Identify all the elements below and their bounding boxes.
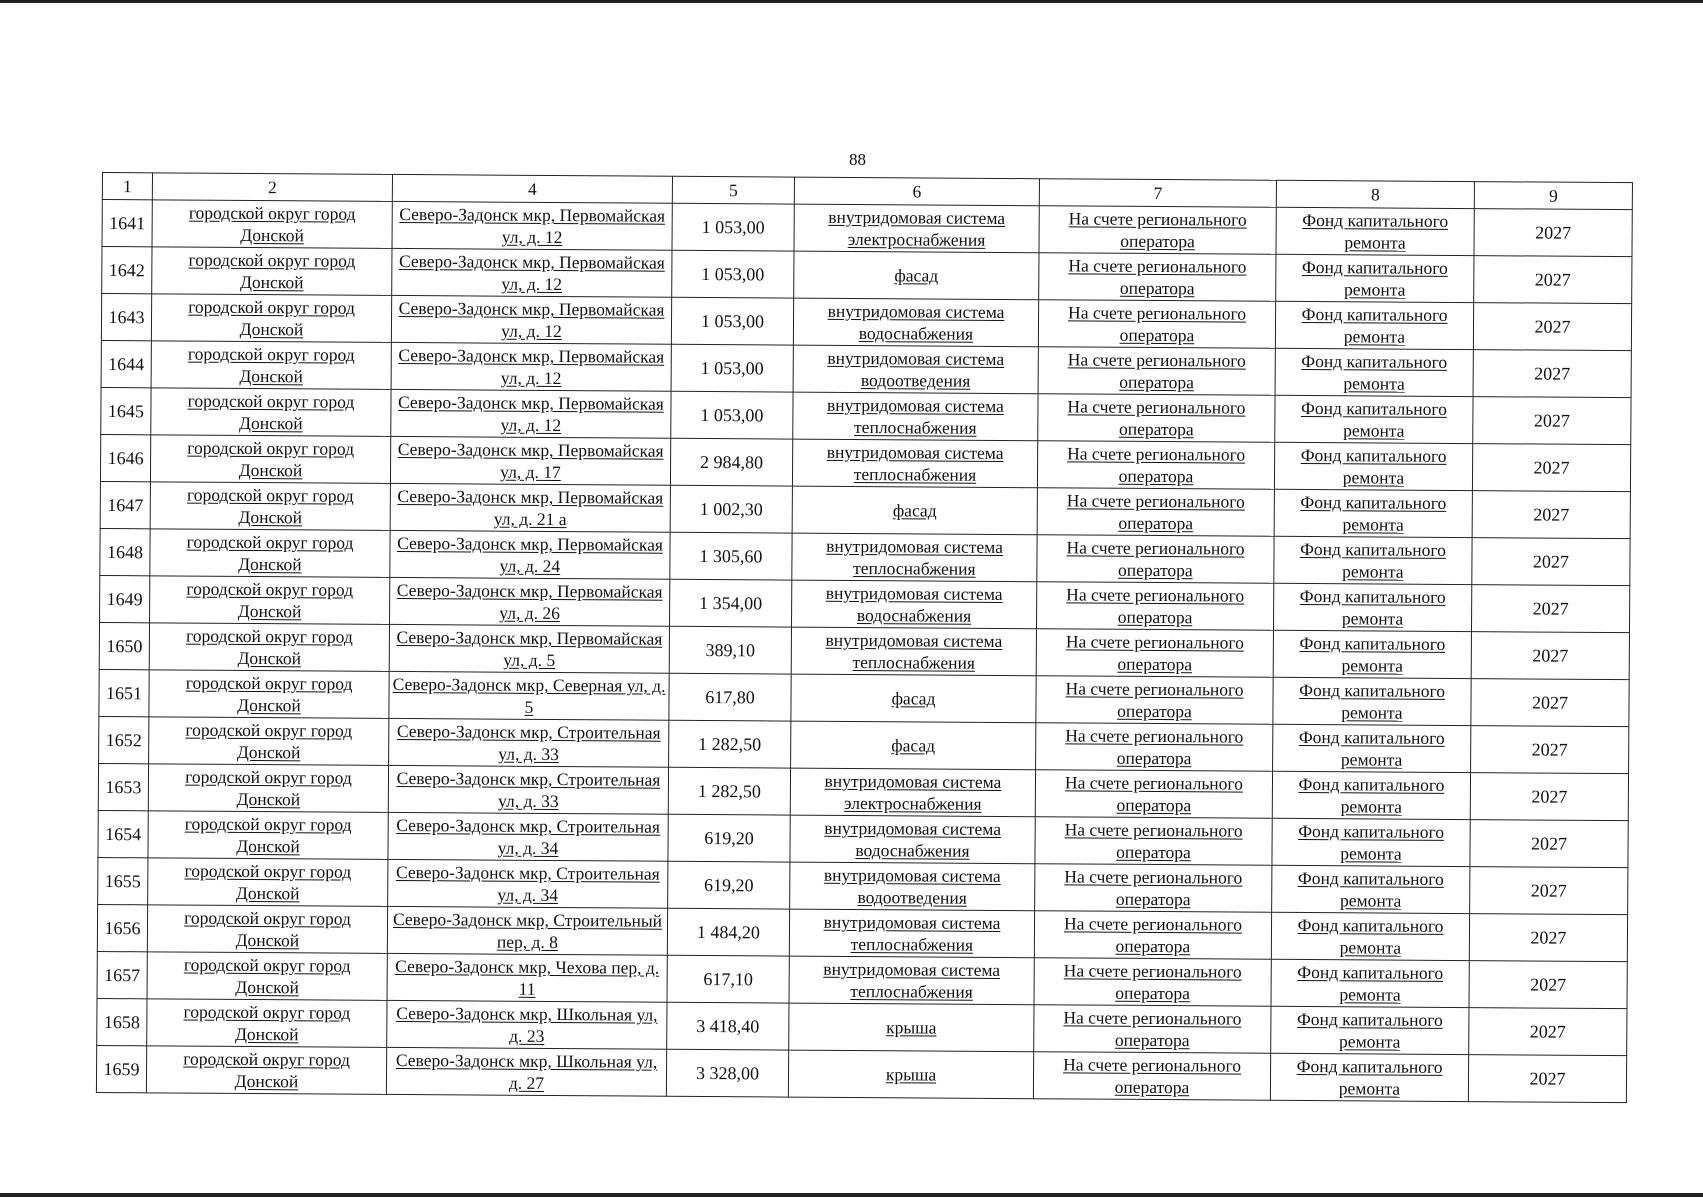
row-number-cell: 1647 [100,481,150,528]
column-header-4: 4 [392,174,672,203]
work-type-cell: внутридомовая система водоснабжения [790,815,1035,864]
column-header-6: 6 [794,177,1039,206]
municipality-cell: городской округ город Донской [150,435,390,484]
work-type-cell: внутридомовая система водоснабжения [791,580,1036,629]
row-number-cell: 1651 [99,669,149,716]
address-cell: Северо-Задонск мкр, Первомайская ул, д. 12 [391,389,671,438]
table-body [96,200,1632,1103]
area-cell: 617,80 [669,673,791,721]
work-type-cell: фасад [792,486,1037,535]
municipality-cell: городской округ город Донской [147,905,387,954]
fund-cell: Фонд капитального ремонта [1275,301,1473,349]
municipality-cell: городской округ город Донской [147,952,387,1001]
area-cell: 389,10 [669,626,791,674]
fund-cell: Фонд капитального ремонта [1272,865,1470,913]
fund-cell: Фонд капитального ремонта [1272,771,1470,819]
address-cell: Северо-Задонск мкр, Первомайская ул, д. 17 [390,436,670,485]
row-number-cell: 1643 [101,294,151,341]
account-cell: На счете регионального оператора [1037,535,1274,584]
fund-cell: Фонд капитального ремонта [1276,254,1474,302]
row-number-cell: 1652 [99,716,149,763]
year-cell: 2027 [1469,961,1627,1009]
row-number-cell: 1656 [97,904,147,951]
year-cell: 2027 [1470,773,1628,821]
area-cell: 1 053,00 [672,203,794,251]
account-cell: На счете регионального оператора [1034,911,1271,960]
fund-cell: Фонд капитального ремонта [1275,395,1473,443]
table-row [96,1045,1626,1102]
account-cell: На счете регионального оператора [1038,394,1275,443]
address-cell: Северо-Задонск мкр, Первомайская ул, д. 12 [392,201,672,250]
address-cell: Северо-Задонск мкр, Первомайская ул, д. 26 [390,577,670,626]
municipality-cell: городской округ город Донской [149,623,389,672]
municipality-cell: городской округ город Донской [151,388,391,437]
fund-cell: Фонд капитального ремонта [1272,818,1470,866]
page-number: 88 [849,150,866,169]
year-cell: 2027 [1472,538,1630,586]
municipality-cell: городской округ город Донской [150,482,390,531]
area-cell: 1 053,00 [671,297,793,345]
row-number-cell: 1650 [99,622,149,669]
area-cell: 1 282,50 [669,720,791,768]
year-cell: 2027 [1469,1008,1627,1056]
year-cell: 2027 [1470,820,1628,868]
municipality-cell: городской округ город Донской [148,858,388,907]
account-cell: На счете регионального оператора [1033,1052,1270,1101]
year-cell: 2027 [1468,1055,1626,1103]
address-cell: Северо-Задонск мкр, Северная ул, д. 5 [389,671,669,720]
work-type-cell: крыша [788,1050,1033,1099]
area-cell: 1 053,00 [671,344,793,392]
row-number-cell: 1641 [102,200,152,247]
work-type-cell: внутридомовая система водоснабжения [793,298,1038,347]
account-cell: На счете регионального оператора [1035,864,1272,913]
work-type-cell: внутридомовая система водоотведения [790,862,1035,911]
row-number-cell: 1645 [101,387,151,434]
municipality-cell: городской округ город Донской [151,294,391,343]
year-cell: 2027 [1473,397,1631,445]
area-cell: 1 354,00 [669,579,791,627]
year-cell: 2027 [1473,303,1631,351]
account-cell: На счете регионального оператора [1037,441,1274,490]
municipality-cell: городской округ город Донской [152,247,392,296]
address-cell: Северо-Задонск мкр, Первомайская ул, д. 21 а [390,483,670,532]
year-cell: 2027 [1471,679,1629,727]
address-cell: Северо-Задонск мкр, Строительная ул, д. 34 [388,859,668,908]
row-number-cell: 1649 [100,575,150,622]
row-number-cell: 1658 [97,998,147,1045]
year-cell: 2027 [1469,914,1627,962]
fund-cell: Фонд капитального ремонта [1274,442,1472,490]
fund-cell: Фонд капитального ремонта [1273,724,1471,772]
row-number-cell: 1648 [100,528,150,575]
address-cell: Северо-Задонск мкр, Школьная ул, д. 23 [387,1000,667,1049]
year-cell: 2027 [1471,632,1629,680]
account-cell: На счете регионального оператора [1034,1005,1271,1054]
account-cell: На счете регионального оператора [1039,253,1276,302]
account-cell: На счете регионального оператора [1036,676,1273,725]
account-cell: На счете регионального оператора [1036,582,1273,631]
municipality-cell: городской округ город Донской [149,670,389,719]
column-header-2: 2 [152,173,392,202]
fund-cell: Фонд капитального ремонта [1271,912,1469,960]
column-header-7: 7 [1039,179,1276,208]
area-cell: 619,20 [668,861,790,909]
municipality-cell: городской округ город Донской [150,529,390,578]
address-cell: Северо-Задонск мкр, Строительный пер, д. 8 [387,906,667,955]
municipality-cell: городской округ город Донской [148,811,388,860]
bottom-border-line [0,1193,1703,1197]
municipality-cell: городской округ город Донской [146,1046,386,1095]
municipality-cell: городской округ город Донской [150,576,390,625]
work-type-cell: внутридомовая система теплоснабжения [793,392,1038,441]
address-cell: Северо-Задонск мкр, Первомайская ул, д. 24 [390,530,670,579]
municipality-cell: городской округ город Донской [151,341,391,390]
fund-cell: Фонд капитального ремонта [1276,207,1474,255]
area-cell: 1 305,60 [670,532,792,580]
row-number-cell: 1646 [100,434,150,481]
work-type-cell: фасад [791,721,1036,770]
municipality-cell: городской округ город Донской [152,200,392,249]
top-border-line [0,0,1703,3]
area-cell: 1 002,30 [670,485,792,533]
fund-cell: Фонд капитального ремонта [1273,583,1471,631]
address-cell: Северо-Задонск мкр, Школьная ул, д. 27 [386,1047,666,1096]
municipality-cell: городской округ город Донской [149,717,389,766]
fund-cell: Фонд капитального ремонта [1275,348,1473,396]
area-cell: 2 984,80 [670,438,792,486]
fund-cell: Фонд капитального ремонта [1273,630,1471,678]
area-cell: 3 418,40 [667,1002,789,1050]
fund-cell: Фонд капитального ремонта [1273,677,1471,725]
address-cell: Северо-Задонск мкр, Первомайская ул, д. 12 [391,295,671,344]
fund-cell: Фонд капитального ремонта [1274,489,1472,537]
account-cell: На счете регионального оператора [1034,958,1271,1007]
row-number-cell: 1653 [98,763,148,810]
area-cell: 1 282,50 [668,767,790,815]
address-cell: Северо-Задонск мкр, Строительная ул, д. 33 [389,718,669,767]
row-number-cell: 1659 [96,1045,146,1092]
work-type-cell: внутридомовая система электроснабжения [790,768,1035,817]
account-cell: На счете регионального оператора [1038,347,1275,396]
year-cell: 2027 [1474,209,1632,257]
register-table-container [96,172,1633,1103]
row-number-cell: 1642 [102,247,152,294]
year-cell: 2027 [1472,491,1630,539]
column-header-8: 8 [1276,180,1474,208]
work-type-cell: внутридомовая система водоотведения [793,345,1038,394]
fund-cell: Фонд капитального ремонта [1274,536,1472,584]
row-number-cell: 1657 [97,951,147,998]
municipality-cell: городской округ город Донской [148,764,388,813]
fund-cell: Фонд капитального ремонта [1271,1006,1469,1054]
year-cell: 2027 [1473,350,1631,398]
work-type-cell: внутридомовая система теплоснабжения [792,533,1037,582]
year-cell: 2027 [1471,585,1629,633]
column-header-5: 5 [672,176,794,204]
area-cell: 617,10 [667,955,789,1003]
area-cell: 1 053,00 [671,391,793,439]
column-header-1: 1 [102,173,152,200]
area-cell: 1 484,20 [667,908,789,956]
account-cell: На счете регионального оператора [1037,488,1274,537]
area-cell: 3 328,00 [666,1049,788,1097]
area-cell: 619,20 [668,814,790,862]
address-cell: Северо-Задонск мкр, Строительная ул, д. 34 [388,812,668,861]
account-cell: На счете регионального оператора [1035,770,1272,819]
work-type-cell: внутридомовая система теплоснабжения [791,627,1036,676]
address-cell: Северо-Задонск мкр, Первомайская ул, д. 12 [392,248,672,297]
work-type-cell: крыша [789,1003,1034,1052]
column-header-9: 9 [1474,182,1632,210]
work-type-cell: фасад [791,674,1036,723]
fund-cell: Фонд капитального ремонта [1271,959,1469,1007]
municipality-cell: городской округ город Донской [147,999,387,1048]
work-type-cell: внутридомовая система теплоснабжения [789,909,1034,958]
register-table [96,172,1633,1103]
work-type-cell: внутридомовая система теплоснабжения [792,439,1037,488]
address-cell: Северо-Задонск мкр, Строительная ул, д. 33 [388,765,668,814]
row-number-cell: 1644 [101,340,151,387]
account-cell: На счете регионального оператора [1038,300,1275,349]
area-cell: 1 053,00 [672,250,794,298]
year-cell: 2027 [1470,867,1628,915]
address-cell: Северо-Задонск мкр, Первомайская ул, д. 5 [389,624,669,673]
year-cell: 2027 [1472,444,1630,492]
row-number-cell: 1654 [98,810,148,857]
row-number-cell: 1655 [98,857,148,904]
work-type-cell: фасад [794,251,1039,300]
address-cell: Северо-Задонск мкр, Чехова пер, д. 11 [387,953,667,1002]
account-cell: На счете регионального оператора [1036,629,1273,678]
account-cell: На счете регионального оператора [1035,817,1272,866]
year-cell: 2027 [1474,256,1632,304]
work-type-cell: внутридомовая система электроснабжения [794,204,1039,253]
account-cell: На счете регионального оператора [1039,206,1276,255]
account-cell: На счете регионального оператора [1036,723,1273,772]
work-type-cell: внутридомовая система теплоснабжения [789,956,1034,1005]
address-cell: Северо-Задонск мкр, Первомайская ул, д. 12 [391,342,671,391]
fund-cell: Фонд капитального ремонта [1270,1053,1468,1101]
year-cell: 2027 [1471,726,1629,774]
